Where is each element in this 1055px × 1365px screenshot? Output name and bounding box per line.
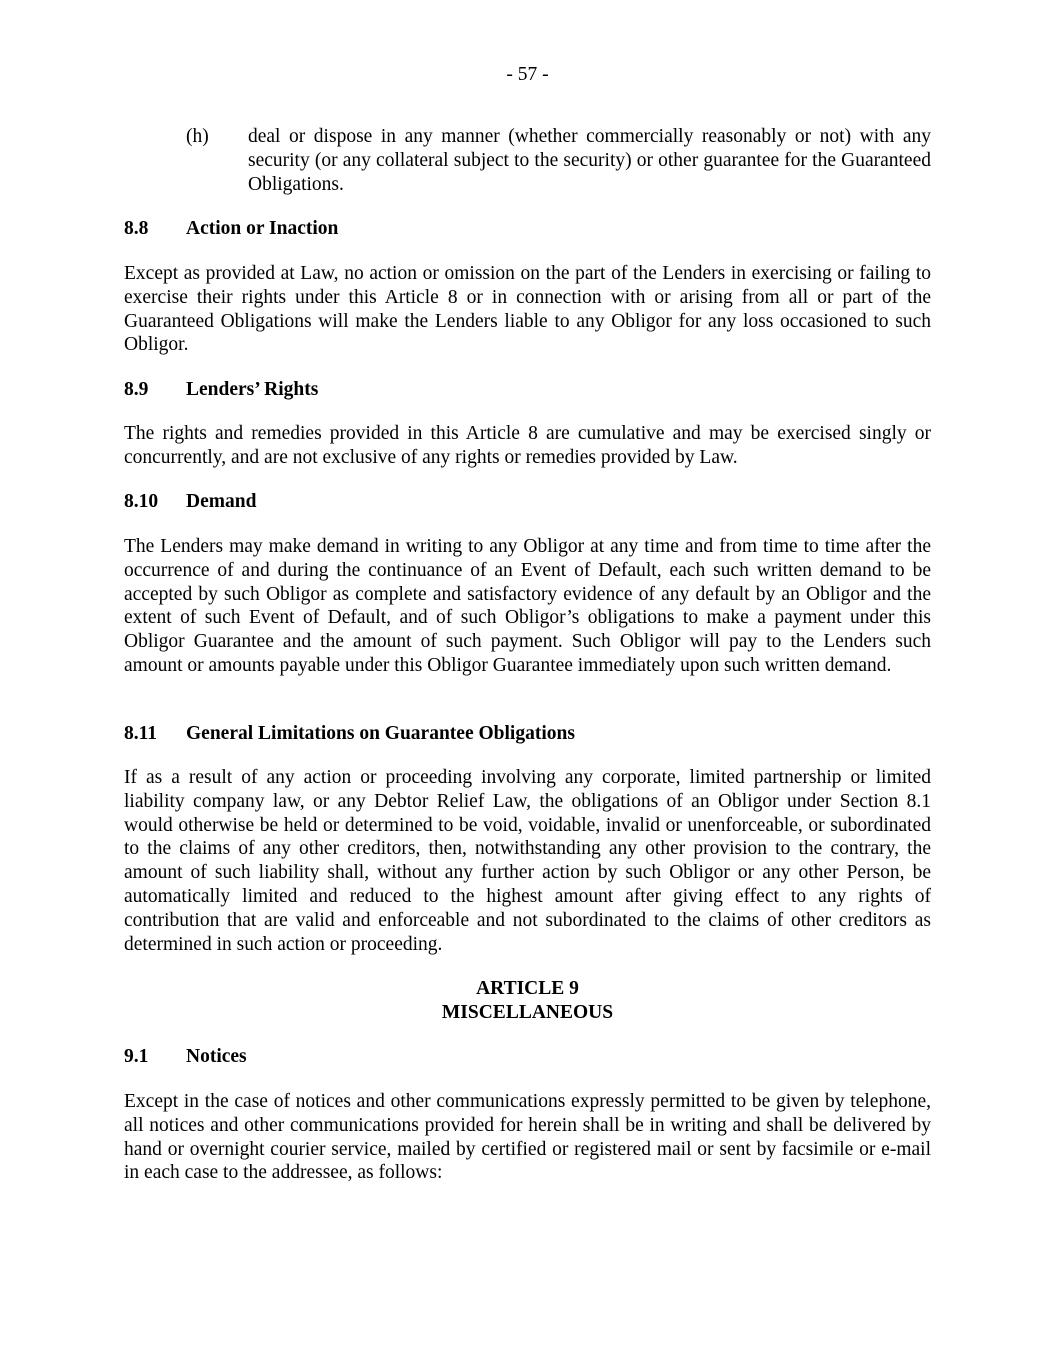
section-number: 8.11 [124, 723, 158, 744]
list-item-h [186, 125, 931, 196]
article-heading [124, 977, 931, 1025]
section-number: 8.8 [124, 218, 149, 239]
section-title: Notices [186, 1046, 247, 1067]
section-heading-8-9 [124, 378, 318, 402]
section-title: Action or Inaction [186, 218, 339, 239]
section-body-8-10: The Lenders may make demand in writing to any Obligor at any time and from time to time after the occurrence of and during the continuance of an Event of Default, each such written demand to be accepted by such Obligor as complete and satisfactory evidence of any default by an Obligor and the extent of such Event of Default, and of such Obligor’s obligations to make a payment under this Obligor Guarantee and the amount of such payment. Such Obligor will pay to the Lenders such amount or amounts payable under this Obligor Guarantee immediately upon such written demand. [124, 536, 931, 676]
section-title: General Limitations on Guarantee Obligations [186, 723, 575, 744]
section-body-8-9: The rights and remedies provided in this Article 8 are cumulative and may be exercised singly or concurrently, and are not exclusive of any rights or remedies provided by Law. [124, 423, 931, 468]
section-heading-8-11 [124, 722, 575, 746]
article-title: MISCELLANEOUS [441, 1001, 614, 1023]
section-number: 8.10 [124, 491, 159, 512]
section-body-8-8: Except as provided at Law, no action or omission on the part of the Lenders in exercising or failing to exercise their rights under this Article 8 or in connection with or arising from all or part of the Guaranteed Obligations will make the Lenders liable to any Obligor for any loss occasioned to such Obligor. [124, 263, 931, 356]
section-title: Lenders’ Rights [186, 379, 319, 400]
list-item-text: deal or dispose in any manner (whether commercially reasonably or not) with any security (or any collateral subject to the security) or other guarantee for the Guaranteed Obligations. [248, 126, 931, 195]
article-number: ARTICLE 9 [476, 978, 579, 999]
section-heading-8-8 [124, 217, 338, 241]
section-number: 9.1 [124, 1046, 149, 1067]
list-item-marker: (h) [186, 126, 209, 147]
section-heading-9-1 [124, 1045, 247, 1069]
section-body-8-11: If as a result of any action or proceeding involving any corporate, limited partnership or limited liability company law, or any Debtor Relief Law, the obligations of an Obligor under Section 8.1 would otherwise be held or determined to be void, voidable, invalid or unenforceable, or subordinated to the claims of any other creditors, then, notwithstanding any other provision to the contrary, the amount of such liability shall, without any further action by such Obligor or any other Person, be automatically limited and reduced to the highest amount after giving effect to any rights of contribution that are valid and enforceable and not subordinated to the claims of other creditors as determined in such action or proceeding. [124, 767, 931, 955]
section-title: Demand [186, 491, 257, 512]
page-number: - 57 - [506, 64, 549, 85]
section-heading-8-10 [124, 490, 256, 514]
section-body-9-1: Except in the case of notices and other communications expressly permitted to be given by telephone, all notices and other communications provided for herein shall be in writing and shall be delivered by hand or overnight courier service, mailed by certified or registered mail or sent by facsimile or e-mail in each case to the addressee, as follows: [124, 1091, 931, 1184]
section-number: 8.9 [124, 379, 149, 400]
